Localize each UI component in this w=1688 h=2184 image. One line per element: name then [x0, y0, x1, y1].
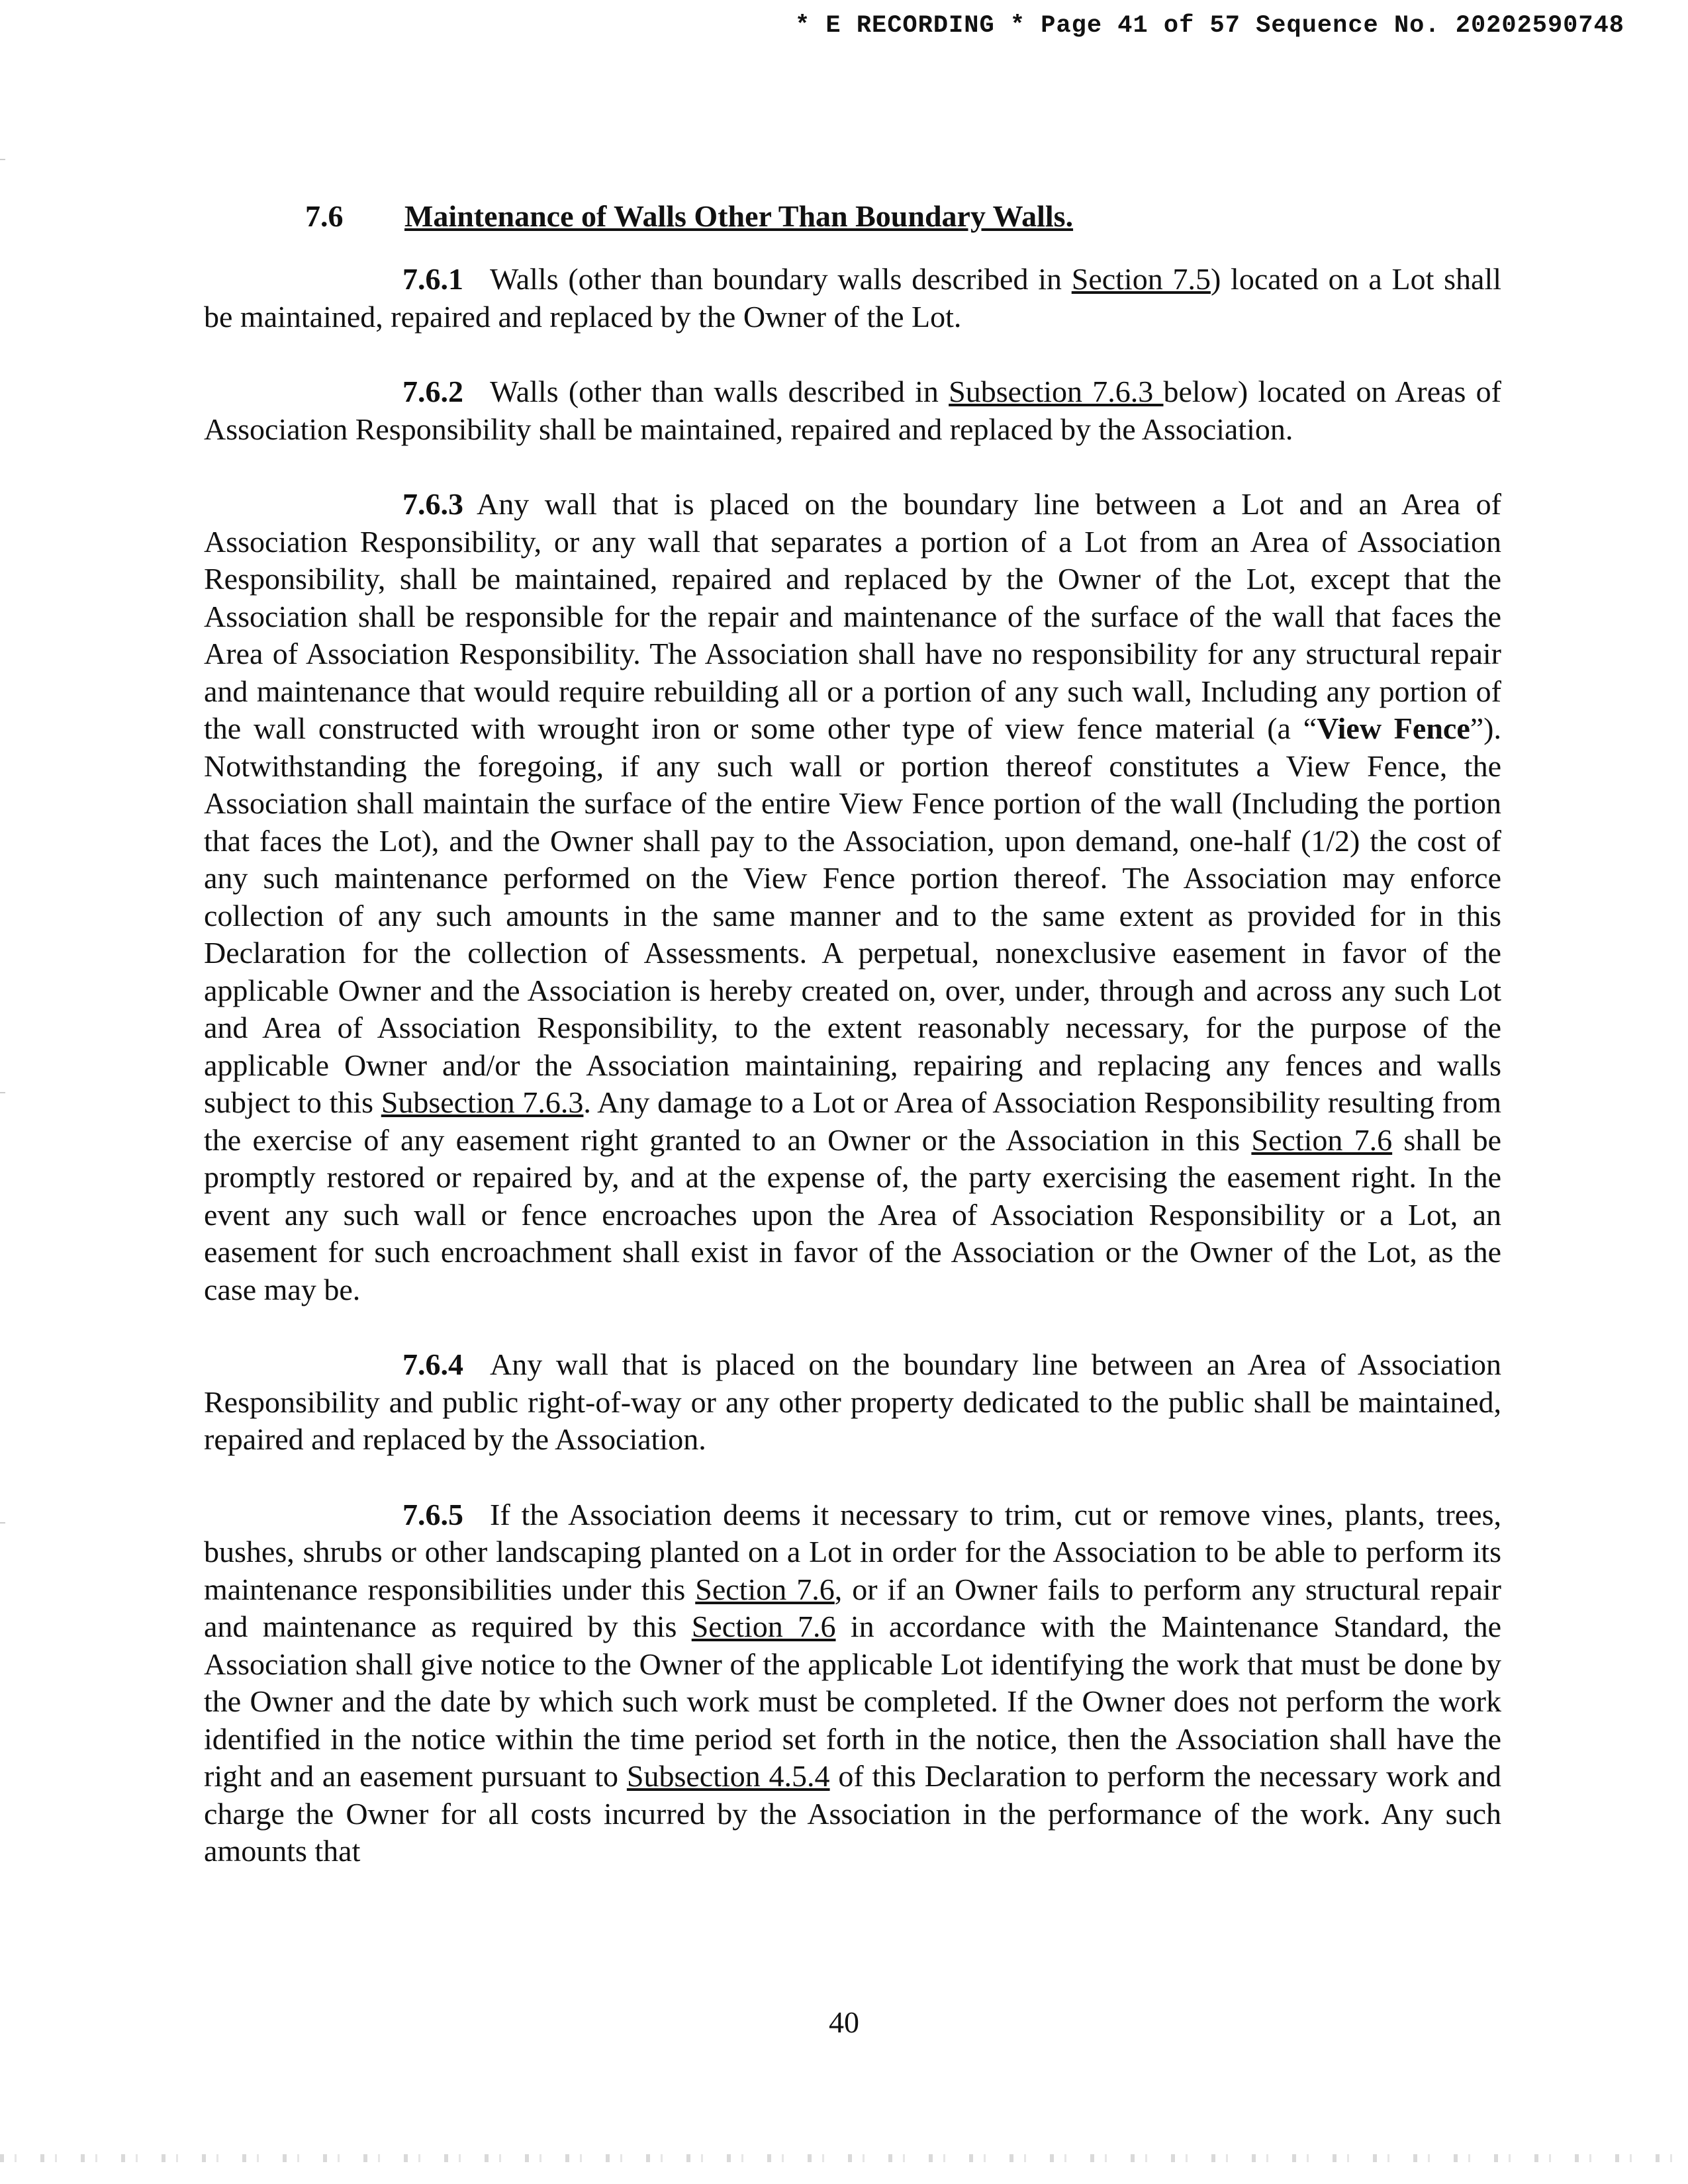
scan-edge-mark	[0, 1522, 5, 1524]
paragraph-text: , or if an Owner fails to perform any structural repair and maintenance as required by this	[204, 1572, 1501, 1643]
section-title: Maintenance of Walls Other Than Boundary Walls.	[404, 199, 1074, 233]
cross-reference: Section 7.6	[691, 1610, 836, 1643]
cross-reference: Section 7.6	[695, 1572, 835, 1606]
paragraph-text: shall be promptly restored or repaired by, and at the expense of, the party exercising the easement right. In the event any such wall or fence encroaches upon the Area of Association Responsibility or a Lot, an easement for such encroachment shall exist in favor of the Association or the Owner of the Lot, as the case may be.	[204, 1122, 1501, 1306]
subsection-number: 7.6.3	[402, 487, 463, 521]
scan-edge-mark	[0, 1092, 5, 1093]
subsection-number: 7.6.2	[402, 375, 463, 408]
subsection-number: 7.6.4	[402, 1347, 463, 1381]
subsection-number: 7.6.5	[402, 1497, 463, 1531]
scan-artifact-strip	[0, 2154, 1688, 2162]
paragraph-text: Any wall that is placed on the boundary line between an Area of Association Responsibility and public right-of-way or any other property dedicated to the public shall be maintained, repaired and replaced by the Association.	[204, 1347, 1501, 1456]
scan-edge-mark	[0, 159, 5, 160]
cross-reference: Section 7.6	[1251, 1122, 1393, 1157]
paragraph-7-6-5	[204, 1496, 1501, 1870]
paragraph-7-6-1	[204, 261, 1501, 336]
paragraph-7-6-2	[204, 373, 1501, 448]
paragraph-text: ) located on a Lot shall be maintained, repaired and replaced by the Owner of the Lot.	[204, 262, 1501, 334]
paragraph-text: If the Association deems it necessary to trim, cut or remove vines, plants, trees, bushes, shrubs or other landscaping planted on a Lot in order for the Association to be able to perform its maintenance responsibilities under this	[204, 1497, 1501, 1606]
document-body	[204, 197, 1501, 1908]
page-number: 40	[829, 2005, 859, 2039]
paragraph-7-6-3	[204, 486, 1501, 1308]
paragraph-text: below) located on Areas of Association Responsibility shall be maintained, repaired and replaced by the Association.	[204, 375, 1501, 446]
defined-term: View Fence	[1317, 711, 1470, 745]
paragraph-text: . Any damage to a Lot or Area of Association Responsibility resulting from the exercise of any easement right granted to an Owner or the Association in this	[204, 1085, 1501, 1157]
paragraph-text: ”). Notwithstanding the foregoing, if any such wall or portion thereof constitutes a View Fence, the Association shall maintain the surface of the entire View Fence portion of the wall (Including the portion that faces the Lot), and the Owner shall pay to the Association, upon demand, one-half (1/2) the cost of any such maintenance performed on the View Fence portion thereof. The Association may enforce collection of any such amounts in the same manner and to the same extent as provided for in this Declaration for the collection of Assessments. A perpetual, nonexclusive easement in favor of the applicable Owner and the Association is hereby created on, over, under, through and across any such Lot and Area of Association Responsibility, to the extent reasonably necessary, for the purpose of the applicable Owner and/or the Association maintaining, repairing and replacing any fences and walls subject to this	[204, 711, 1501, 1119]
cross-reference: Subsection 4.5.4	[626, 1759, 830, 1793]
cross-reference: Subsection 7.6.3	[381, 1085, 584, 1119]
paragraph-text: in accordance with the Maintenance Standard, the Association shall give notice to the Owner of the applicable Lot identifying the work that must be done by the Owner and the date by which such work must be completed. If the Owner does not perform the work identified in the notice within the time period set forth in the notice, then the Association shall have the right and an easement pursuant to	[204, 1610, 1502, 1793]
subsection-number: 7.6.1	[402, 262, 463, 296]
section-number: 7.6	[305, 199, 344, 233]
paragraph-text: Any wall that is placed on the boundary line between a Lot and an Area of Association Responsibility, or any wall that separates a portion of a Lot from an Area of Association Responsibility, shall be maintained, repaired and replaced by the Owner of the Lot, except that the Association shall be responsible for the repair and maintenance of the surface of the wall that faces the Area of Association Responsibility. The Association shall have no responsibility for any structural repair and maintenance that would require rebuilding all or a portion of any such wall, Including any portion of the wall constructed with wrought iron or some other type of view fence material (a “	[204, 487, 1501, 745]
paragraph-7-6-4	[204, 1346, 1501, 1459]
cross-reference: Section 7.5	[1071, 262, 1211, 296]
paragraph-text: Walls (other than boundary walls described in	[490, 262, 1072, 296]
paragraph-text: of this Declaration to perform the necessary work and charge the Owner for all costs incurred by the Association in the performance of the work. Any such amounts that	[204, 1759, 1501, 1868]
paragraph-text: Walls (other than walls described in	[490, 375, 949, 408]
recording-stamp: * E RECORDING * Page 41 of 57 Sequence No. 20202590748	[795, 12, 1624, 40]
cross-reference: Subsection 7.6.3	[949, 375, 1164, 408]
section-heading	[305, 197, 1501, 236]
